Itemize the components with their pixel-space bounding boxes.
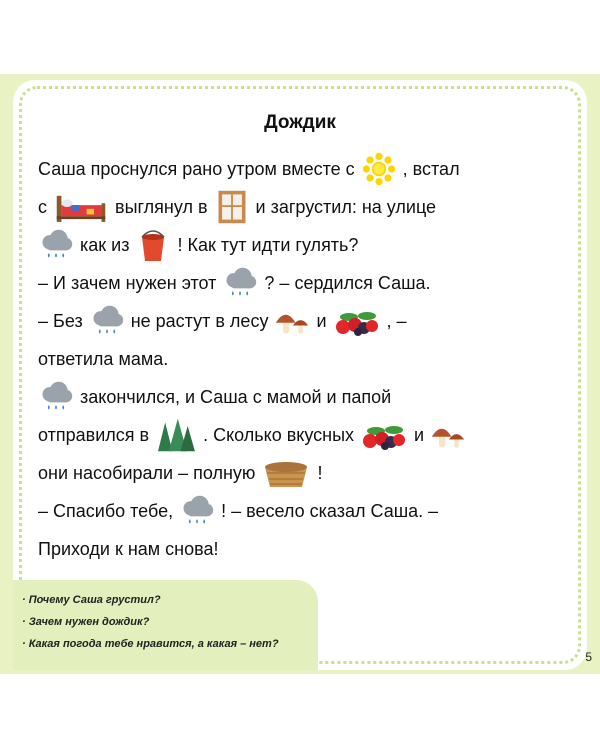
page-title: Дождик	[264, 112, 336, 133]
story-text-segment: ответила мама.	[38, 349, 169, 369]
story-line	[38, 530, 568, 568]
story-text-segment: как из	[80, 235, 130, 255]
story-text-segment: и	[414, 425, 425, 445]
story-line	[38, 150, 568, 188]
mushrooms-icon	[274, 303, 310, 339]
story-line	[38, 302, 568, 340]
question-item: · Почему Саша грустил?	[22, 594, 161, 606]
story-text-segment: Приходи к нам снова!	[38, 539, 219, 559]
story-line	[38, 226, 568, 264]
mushrooms-icon	[430, 417, 466, 453]
story-text-segment: – Без	[38, 311, 83, 331]
story-text-segment: . Сколько вкусных	[203, 425, 355, 445]
rain-cloud-icon	[38, 227, 74, 263]
question-item: · Зачем нужен дождик?	[22, 616, 150, 628]
story-line	[38, 340, 568, 378]
story-text-segment: , встал	[402, 159, 460, 179]
basket-icon	[261, 455, 311, 491]
story-text-segment: – Спасибо тебе,	[38, 501, 174, 521]
story-text-segment: ? – сердился Саша.	[264, 273, 431, 293]
berries-icon	[333, 303, 381, 339]
story-line	[38, 378, 568, 416]
story-line	[38, 492, 568, 530]
story-text-segment: закончился, и Саша с мамой и папой	[80, 387, 392, 407]
story-text-segment: и	[316, 311, 327, 331]
sun-icon	[361, 151, 397, 187]
story-text-segment: и загрустил: на улице	[255, 197, 437, 217]
story-text-segment: !	[317, 463, 323, 483]
story-text-segment: Саша проснулся рано утром вместе с	[38, 159, 355, 179]
rain-cloud-icon	[38, 379, 74, 415]
story-text-segment: – И зачем нужен этот	[38, 273, 217, 293]
rain-cloud-icon	[89, 303, 125, 339]
story-line	[38, 188, 568, 226]
story-text-segment: не растут в лесу	[130, 311, 269, 331]
story-line	[38, 416, 568, 454]
page-number: 5	[585, 650, 592, 664]
story-text-segment: выглянул в	[115, 197, 208, 217]
rain-cloud-icon	[179, 493, 215, 529]
story-text	[38, 150, 568, 568]
forest-icon	[155, 417, 197, 453]
story-line	[38, 264, 568, 302]
bucket-icon	[135, 227, 171, 263]
window-icon	[214, 189, 250, 225]
story-text-segment: отправился в	[38, 425, 150, 445]
story-text-segment: , –	[386, 311, 407, 331]
story-text-segment: с	[38, 197, 47, 217]
story-text-segment: ! – весело сказал Саша. –	[221, 501, 439, 521]
bed-icon	[53, 189, 109, 225]
berries-icon	[360, 417, 408, 453]
story-text-segment: они насобирали – полную	[38, 463, 256, 483]
rain-cloud-icon	[222, 265, 258, 301]
story-text-segment: ! Как тут идти гулять?	[177, 235, 359, 255]
questions-panel	[13, 580, 318, 670]
question-item: · Какая погода тебе нравится, а какая – нет?	[22, 638, 279, 650]
story-line	[38, 454, 568, 492]
